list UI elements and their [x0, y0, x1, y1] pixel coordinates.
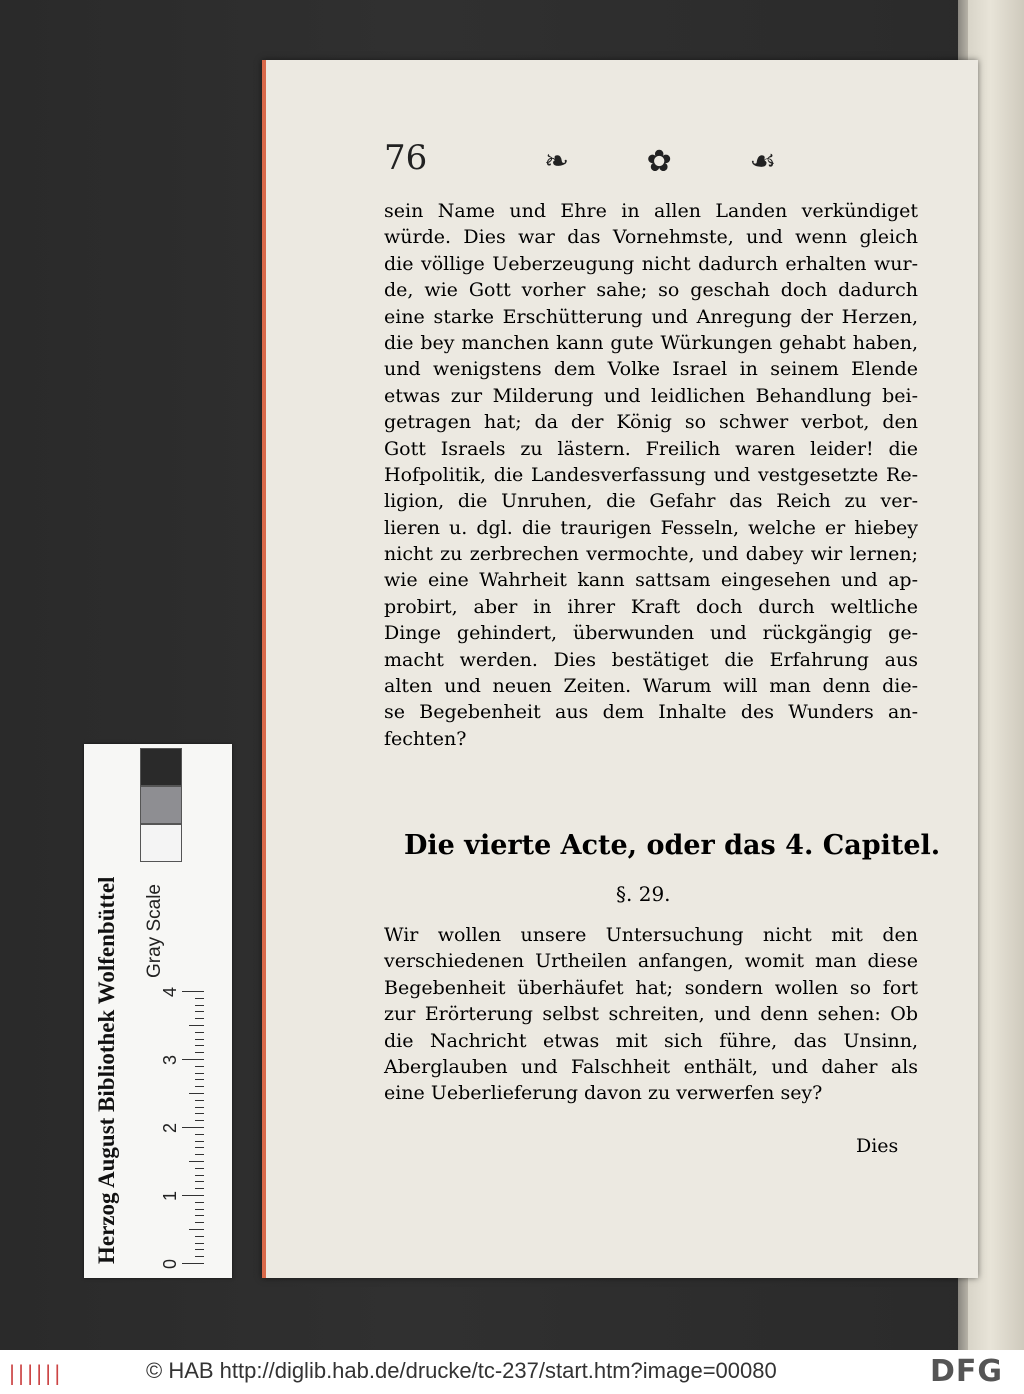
text-line: verschiedenen Urtheilen anfangen, womit man diese: [384, 950, 918, 973]
ruler-tick: [195, 1100, 204, 1101]
ruler-tick: [195, 1181, 204, 1182]
ruler-tick: [195, 1079, 204, 1080]
text-line: würde. Dies war das Vornehmste, und wenn gleich: [384, 226, 918, 249]
ruler-tick: [195, 1249, 204, 1250]
section-text: [384, 922, 918, 1107]
text-line: lieren u. dgl. die traurigen Fesseln, welche er hiebey: [384, 516, 918, 539]
gray-swatch: [140, 748, 182, 786]
ruler-tick: [189, 1229, 204, 1230]
ruler-tick: [195, 1120, 204, 1121]
ruler-label: 0: [160, 1258, 180, 1269]
body-text: [384, 198, 918, 752]
scale-rotated-content: [84, 744, 232, 1278]
page-number: 76: [384, 138, 428, 178]
text-line: se Begebenheit aus dem Inhalte des Wunders an-: [384, 701, 918, 724]
color-scale-card: [84, 744, 232, 1278]
ruler-tick: [195, 1045, 204, 1046]
text-line: eine starke Erschütterung und Anregung der Herzen,: [384, 305, 918, 328]
book-page: [262, 60, 978, 1278]
text-line: die Nachricht etwas mit sich führe, das Unsinn,: [384, 1029, 918, 1052]
section-number: §. 29.: [616, 882, 671, 906]
ruler-tick: [195, 1052, 204, 1053]
ruler-tick: [195, 1134, 204, 1135]
chapter-title: Die vierte Acte, oder das 4. Capitel.: [404, 830, 941, 861]
ruler-tick: [195, 1236, 204, 1237]
ruler-tick: [195, 1066, 204, 1067]
text-line: etwas zur Milderung und leidlichen Behandlung bei-: [384, 384, 918, 407]
text-line: macht werden. Dies bestätiget die Erfahrung aus: [384, 648, 918, 671]
text-line: Dinge gehindert, überwunden und rückgängig ge-: [384, 622, 918, 645]
ruler-tick: [195, 1039, 204, 1040]
gray-swatch: [140, 824, 182, 862]
ruler-tick: [189, 1093, 204, 1094]
ruler-tick: [182, 1195, 204, 1196]
ruler-label: 1: [160, 1190, 180, 1201]
text-line: de, wie Gott vorher sahe; so geschah doch dadurch: [384, 279, 918, 302]
ruler-tick: [195, 1073, 204, 1074]
ruler-tick: [182, 1127, 204, 1128]
page-header: [384, 138, 864, 182]
ruler-tick: [195, 1032, 204, 1033]
gray-swatch: [140, 786, 182, 824]
text-line: Gott Israels zu lästern. Freilich waren leider! die: [384, 437, 918, 460]
text-line: Aberglauben und Falschheit enthält, und daher als: [384, 1055, 918, 1078]
ruler-label: 4: [160, 986, 180, 997]
ruler-tick: [189, 1161, 204, 1162]
hab-logo-icon: ||||||: [6, 1361, 61, 1385]
text-line: nicht zu zerbrechen vermochte, und dabey wir lernen;: [384, 543, 918, 566]
dfg-logo: DFG: [930, 1354, 1004, 1389]
ruler-tick: [195, 1011, 204, 1012]
credit-link[interactable]: © HAB http://diglib.hab.de/drucke/tc-237/start.htm?image=00080: [146, 1358, 777, 1383]
ruler-tick: [195, 1215, 204, 1216]
ruler: [160, 974, 218, 1269]
text-line: wie eine Wahrheit kann sattsam eingesehen und ap-: [384, 569, 918, 592]
ruler-label: 3: [160, 1054, 180, 1065]
ruler-tick: [189, 1025, 204, 1026]
text-line: ligion, die Unruhen, die Gefahr das Reich zu ver-: [384, 490, 918, 513]
ruler-tick: [195, 1141, 204, 1142]
ruler-tick: [195, 1005, 204, 1006]
ruler-tick: [195, 1147, 204, 1148]
text-line: Wir wollen unsere Untersuchung nicht mit den: [384, 924, 918, 946]
ruler-tick: [195, 1202, 204, 1203]
library-name: Herzog August Bibliothek Wolfenbüttel: [94, 876, 119, 1264]
footer-bar: [0, 1350, 1024, 1394]
header-ornament: ❧ ✿ ☙: [544, 144, 811, 179]
ruler-tick: [195, 1222, 204, 1223]
ruler-tick: [195, 1154, 204, 1155]
text-line: Hofpolitik, die Landesverfassung und vestgesetzte Re-: [384, 463, 918, 486]
text-line: Begebenheit überhäufet hat; sondern wollen so fort: [384, 976, 918, 999]
text-line: sein Name und Ehre in allen Landen verkündiget: [384, 200, 918, 222]
ruler-tick: [195, 998, 204, 999]
ruler-tick: [195, 1188, 204, 1189]
text-line: alten und neuen Zeiten. Warum will man denn die-: [384, 675, 918, 698]
ruler-tick: [195, 1107, 204, 1108]
ruler-tick: [195, 1086, 204, 1087]
text-line: die bey manchen kann gute Würkungen gehabt haben,: [384, 331, 918, 354]
ruler-tick: [195, 1256, 204, 1257]
ruler-tick: [182, 1263, 204, 1264]
ruler-tick: [195, 1209, 204, 1210]
text-line: und wenigstens dem Volke Israel in seinem Elende: [384, 358, 918, 381]
text-line: die völlige Ueberzeugung nicht dadurch erhalten wur-: [384, 252, 918, 275]
ruler-tick: [195, 1113, 204, 1114]
gray-scale-label: Gray Scale: [144, 884, 165, 978]
text-line: zur Erörterung selbst schreiten, und denn sehen: Ob: [384, 1003, 918, 1026]
ruler-label: 2: [160, 1122, 180, 1133]
text-line: fechten?: [384, 727, 467, 750]
ruler-tick: [195, 1168, 204, 1169]
ruler-tick: [195, 1243, 204, 1244]
ruler-tick: [182, 991, 204, 992]
ruler-tick: [182, 1059, 204, 1060]
ruler-tick: [195, 1018, 204, 1019]
catchword: Dies: [856, 1135, 899, 1157]
text-line: getragen hat; da der König so schwer verbot, den: [384, 411, 918, 434]
ruler-tick: [195, 1175, 204, 1176]
text-line: eine Ueberlieferung davon zu verwerfen sey?: [384, 1082, 823, 1105]
text-line: probirt, aber in ihrer Kraft doch durch weltliche: [384, 595, 918, 618]
